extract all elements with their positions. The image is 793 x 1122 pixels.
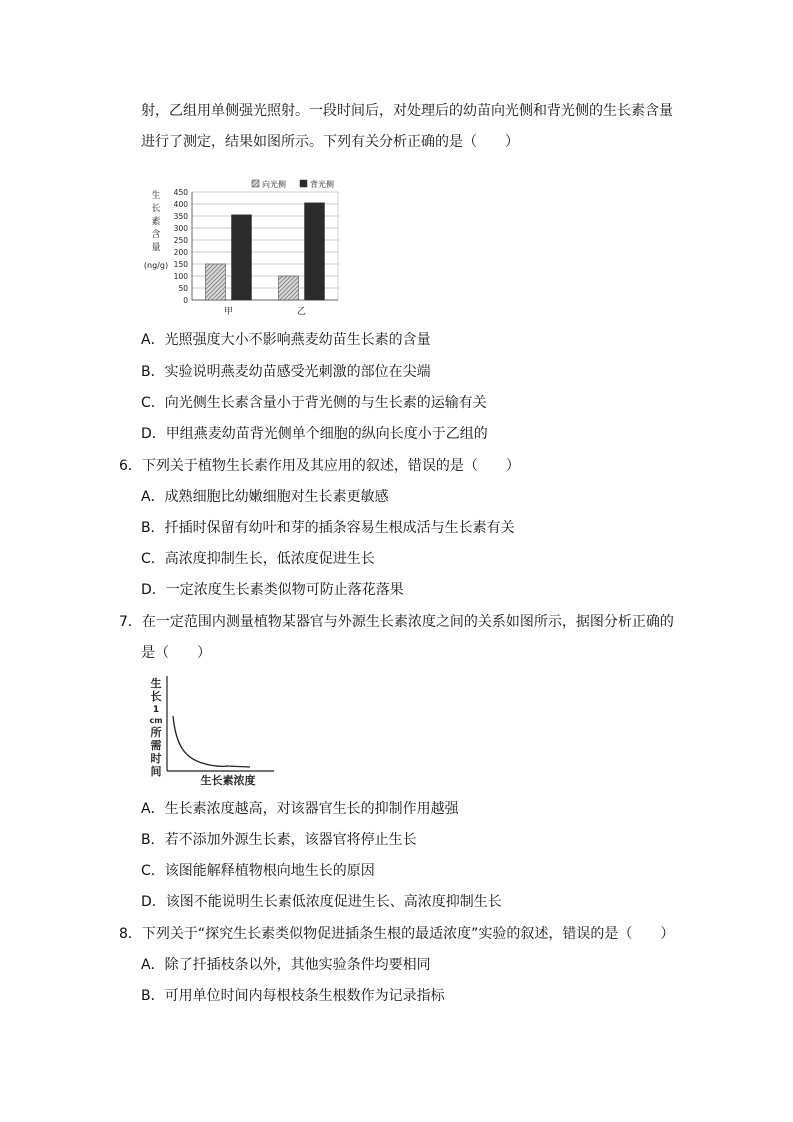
bar — [279, 276, 299, 300]
y-label-char: 长 — [150, 690, 162, 703]
y-label-char: 时 — [150, 752, 162, 765]
y-tick-label: 250 — [173, 236, 188, 245]
q5-option-c: C．向光侧生长素含量小于背光侧的与生长素的运输有关 — [141, 395, 487, 411]
q8-option-a: A．除了扦插枝条以外，其他实验条件均要相同 — [141, 957, 431, 973]
q5-bar-chart — [140, 172, 350, 320]
y-label-char: 素 — [151, 217, 161, 227]
y-label-char: 1 — [152, 705, 160, 715]
q7-curve-figure — [140, 672, 280, 790]
q6-option-c: C．高浓度抑制生长，低浓度促进生长 — [141, 551, 375, 567]
y-label-char: 含 — [151, 230, 161, 240]
q8-option-b: B．可用单位时间内每根枝条生根数作为记录指标 — [141, 988, 445, 1004]
bar — [232, 215, 252, 300]
legend — [252, 179, 334, 189]
q5-stem-line-1: 射，乙组用单侧强光照射。一段时间后，对处理后的幼苗向光侧和背光侧的生长素含量 — [141, 103, 673, 119]
q7-stem-line-1: 7．在一定范围内测量植物某器官与外源生长素浓度之间的关系如图所示，据图分析正确的 — [119, 614, 674, 630]
y-tick-label: 300 — [173, 224, 188, 233]
q6-option-d: D．一定浓度生长素类似物可防止落花落果 — [141, 582, 404, 598]
y-label-char: 生 — [150, 677, 162, 690]
x-category-label: 甲 — [223, 307, 234, 317]
bars — [206, 203, 325, 300]
y-tick-label: 350 — [173, 212, 188, 221]
q7-option-c: C．该图能解释植物根向地生长的原因 — [141, 863, 375, 879]
y-tick-label: 200 — [173, 248, 188, 257]
legend-label: 背光侧 — [310, 180, 334, 189]
y-tick-label: 100 — [173, 272, 188, 281]
legend-swatch — [300, 180, 307, 187]
y-tick-label: 150 — [173, 260, 188, 269]
y-label-char: 需 — [150, 739, 162, 752]
y-tick-label: 450 — [173, 188, 188, 197]
q7-stem-line-2: 是（ ） — [141, 645, 211, 661]
y-tick-label: 0 — [183, 296, 188, 305]
q7-option-a: A．生长素浓度越高，对该器官生长的抑制作用越强 — [141, 801, 459, 817]
y-label-char: 生 — [151, 191, 161, 201]
y-axis-label — [144, 189, 168, 270]
q6-option-a: A．成熟细胞比幼嫩细胞对生长素更敏感 — [141, 489, 389, 505]
q5-option-b: B．实验说明燕麦幼苗感受光刺激的部位在尖端 — [141, 364, 431, 380]
legend-swatch — [252, 180, 259, 187]
legend-label: 向光侧 — [262, 180, 286, 189]
y-tick-label: 50 — [178, 284, 188, 293]
q8-stem: 8．下列关于“探究生长素类似物促进插条生根的最适浓度”实验的叙述，错误的是（ ） — [119, 926, 675, 942]
y-label-char: 量 — [151, 243, 161, 253]
x-category-labels — [224, 306, 306, 317]
q7-option-b: B．若不添加外源生长素，该器官将停止生长 — [141, 832, 417, 848]
y-axis-label — [149, 676, 162, 778]
q7-option-d: D．该图不能说明生长素低浓度促进生长、高浓度抑制生长 — [141, 894, 502, 910]
x-category-label: 乙 — [296, 307, 307, 317]
q5-option-a: A．光照强度大小不影响燕麦幼苗生长素的含量 — [141, 332, 431, 348]
bar — [206, 264, 226, 300]
y-label-unit: (ng/g) — [143, 261, 169, 270]
q5-option-d: D．甲组燕麦幼苗背光侧单个细胞的纵向长度小于乙组的 — [141, 426, 488, 442]
y-tick-label: 400 — [173, 200, 188, 209]
q6-stem: 6．下列关于植物生长素作用及其应用的叙述，错误的是（ ） — [119, 458, 520, 474]
y-label-char: 所 — [150, 726, 162, 739]
y-tick-labels — [174, 188, 189, 305]
y-label-char: 间 — [150, 765, 162, 778]
x-axis-label: 生长素浓度 — [200, 774, 256, 787]
response-curve — [173, 716, 250, 767]
q5-stem-line-2: 进行了测定，结果如图所示。下列有关分析正确的是（ ） — [141, 134, 519, 150]
y-label-char: cm — [149, 716, 163, 725]
y-label-char: 长 — [151, 204, 161, 214]
bar — [305, 203, 325, 300]
q6-option-b: B．扦插时保留有幼叶和芽的插条容易生根成活与生长素有关 — [141, 520, 515, 536]
